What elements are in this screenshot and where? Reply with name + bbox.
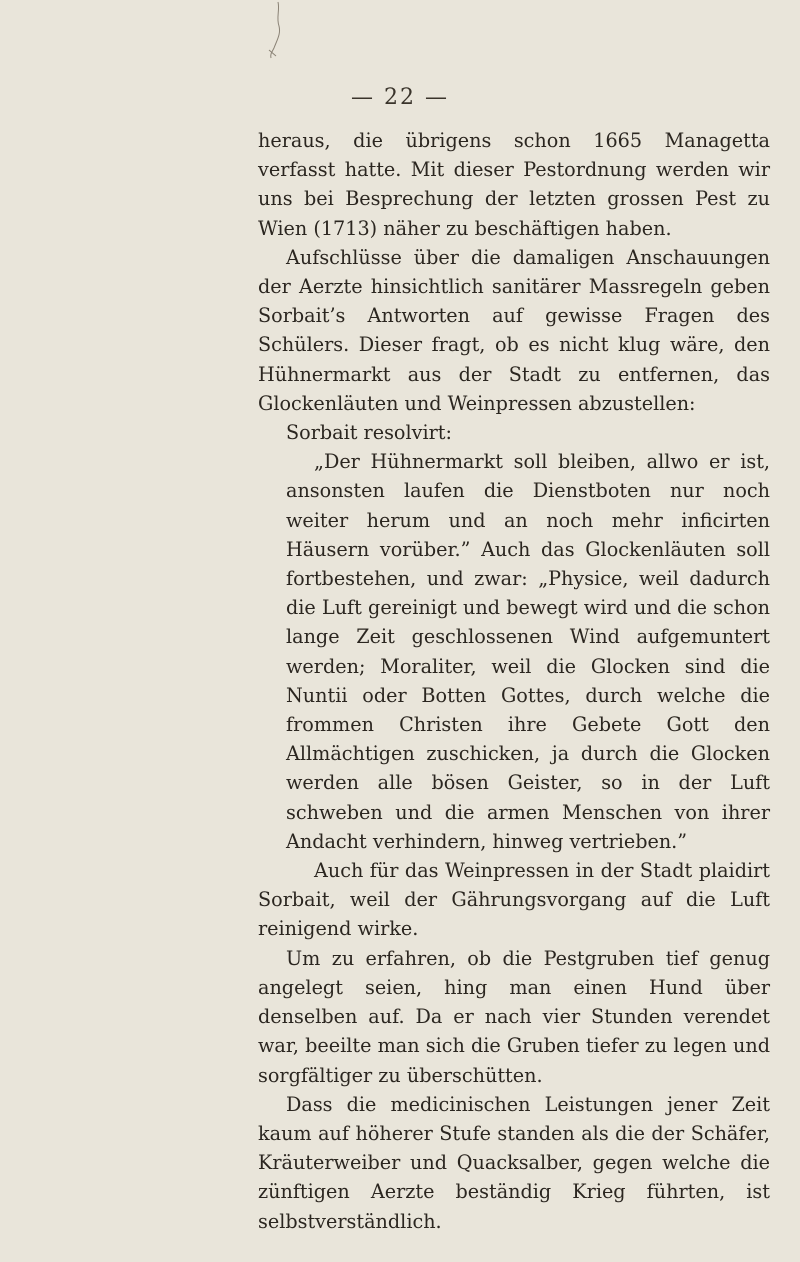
paragraph-5: Um zu erfahren, ob die Pestgruben tief genug angelegt seien, hing man einen Hund über denselben auf. Da er nach vier Stunden verendet war, beeilte man sich die Gruben tiefer zu legen und sorgfältiger zu überschütten. (258, 946, 770, 1087)
quotation (258, 447, 770, 943)
page-number: — 22 — (351, 85, 449, 110)
paragraph-1: heraus, die übrigens schon 1665 Managetta verfasst hatte. Mit dieser Pestordnung werden wir uns bei Besprechung der letzten grossen Pest zu Wien (1713) näher zu beschäftigen haben. (258, 129, 770, 240)
paragraph-2: Aufschlüsse über die damaligen Anschauungen der Aerzte hinsichtlich sanitärer Massregeln geben Sorbait’s Antworten auf gewisse Fragen des Schülers. Dieser fragt, ob es nicht klug wäre, den Hühnermarkt aus der Stadt zu entfernen, das Glockenläuten und Weinpressen abzustellen: (258, 245, 770, 415)
body-text (258, 126, 770, 1236)
pencil-mark (240, 0, 300, 70)
paragraph-3: Sorbait resolvirt: (286, 421, 452, 445)
quote-paragraph: „Der Hühnermarkt soll bleiben, allwo er ist, ansonsten laufen die Dienstboten nur noch weiter herum und an noch mehr inficirten Häusern vorüber.” Auch das Glockenläuten soll fortbestehen, und zwar: „Physice, weil dadurch die Luft gereinigt und bewegt wird und die schon lange Zeit geschlossenen Wind aufgemuntert werden; Moraliter, weil die Glocken sind die Nuntii oder Botten Gottes, durch welche die frommen Christen ihre Gebete Gott den Allmächtigen zuschicken, ja durch die Glocken werden alle bösen Geister, so in der Luft schweben und die armen Menschen von ihrer Andacht verhindern, hinweg vertrieben.” (286, 450, 770, 853)
paragraph-4: Auch für das Weinpressen in der Stadt plaidirt Sorbait, weil der Gährungsvorgang auf die Luft reinigend wirke. (258, 859, 770, 941)
paragraph-6: Dass die medicinischen Leistungen jener Zeit kaum auf höherer Stufe standen als die der Schäfer, Kräuterweiber und Quacksalber, gegen welche die zünftigen Aerzte beständig Krieg führten, ist selbstverständlich. (258, 1092, 770, 1233)
